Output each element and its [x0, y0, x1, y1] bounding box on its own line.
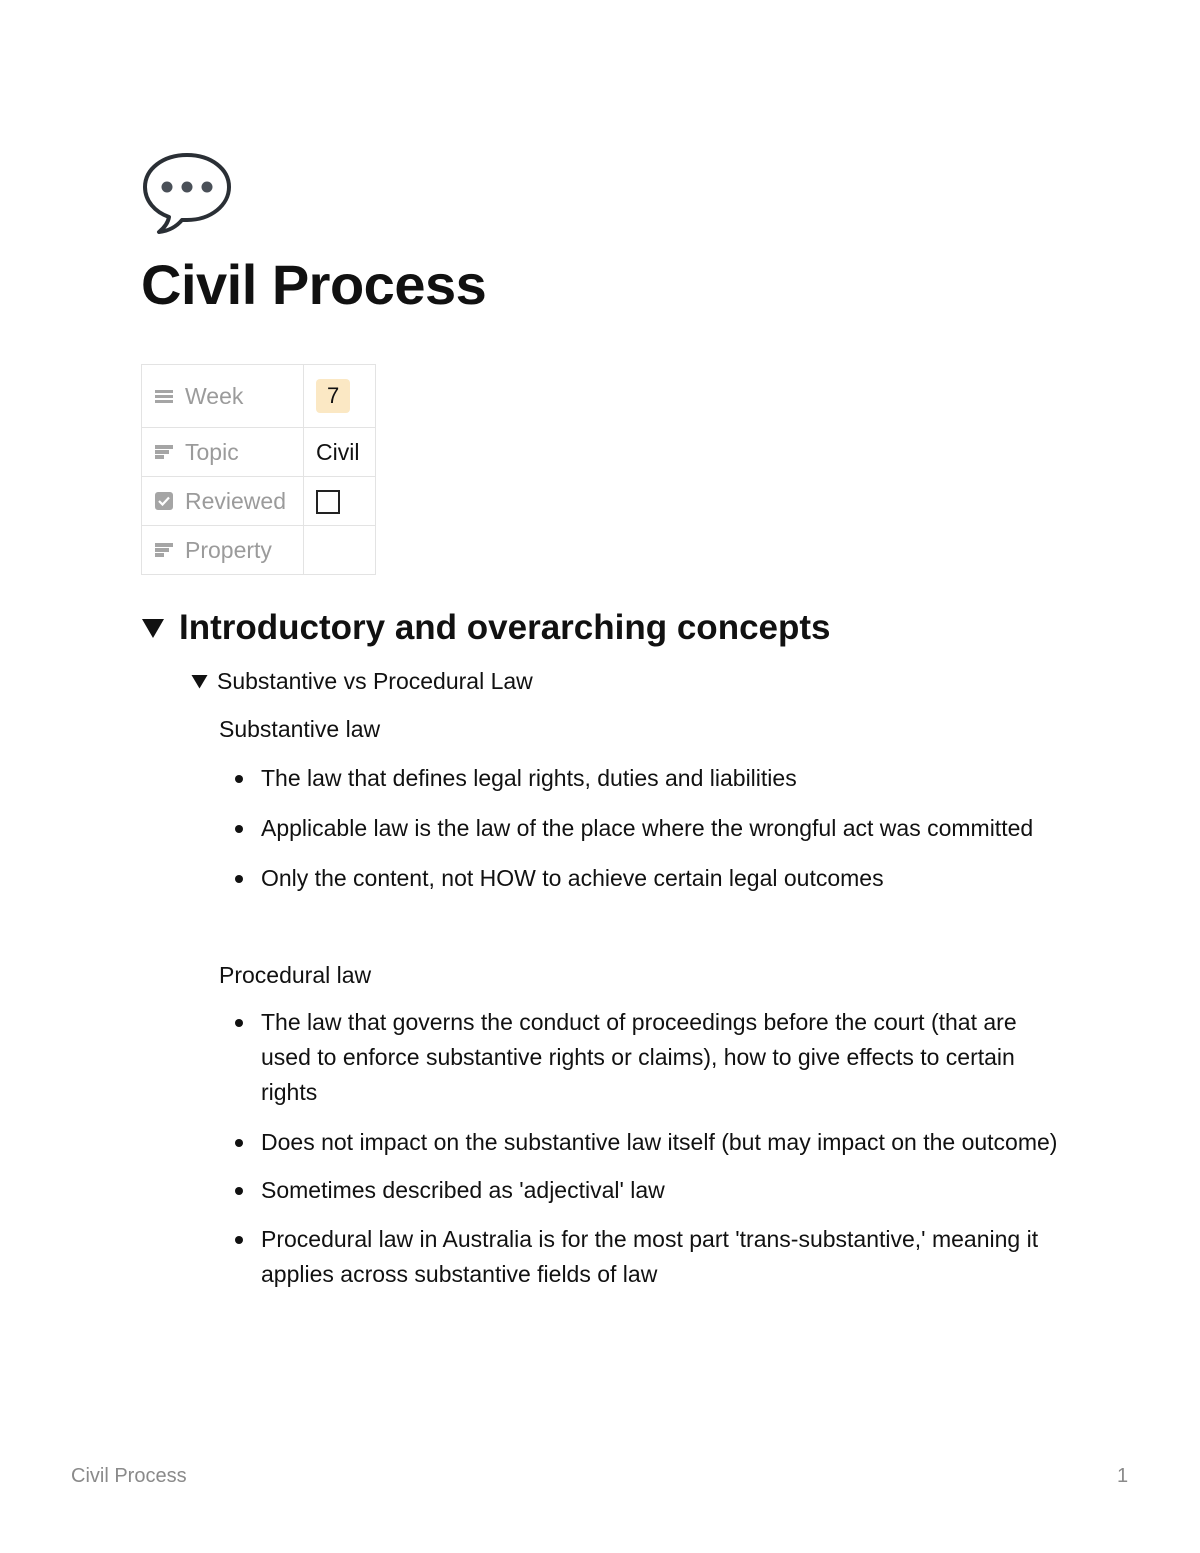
list-item: Does not impact on the substantive law itself (but may impact on the outcome)	[219, 1125, 1069, 1160]
reviewed-checkbox[interactable]	[316, 490, 340, 514]
page-title: Civil Process	[141, 253, 487, 316]
section-heading-text: Introductory and overarching concepts	[179, 608, 831, 647]
substantive-law-label: Substantive law	[219, 716, 381, 742]
property-value-cell[interactable]	[304, 526, 376, 575]
list-item: The law that governs the conduct of proceedings before the court (that are used to enforce substantive rights or claims), how to give effects to certain rights	[219, 1005, 1069, 1110]
number-property-icon	[154, 387, 174, 405]
property-key-label: Topic	[185, 438, 239, 465]
list-item: Only the content, not HOW to achieve certain legal outcomes	[219, 861, 1069, 896]
week-value-badge: 7	[316, 379, 350, 413]
topic-value: Civil	[316, 438, 360, 465]
list-item: Sometimes described as 'adjectival' law	[219, 1173, 1069, 1208]
property-key-cell[interactable]	[142, 477, 304, 526]
property-value-cell	[304, 477, 376, 526]
property-key-cell[interactable]	[142, 428, 304, 477]
property-key-cell[interactable]	[142, 526, 304, 575]
property-value-cell[interactable]	[304, 365, 376, 428]
checkbox-property-icon	[154, 491, 174, 511]
property-row-topic	[142, 428, 376, 477]
subsection-toggle-label: Substantive vs Procedural Law	[217, 668, 533, 694]
property-value-cell[interactable]	[304, 428, 376, 477]
footer-title: Civil Process	[71, 1465, 187, 1487]
property-key-label: Reviewed	[185, 487, 286, 514]
toggle-triangle-down-icon[interactable]	[141, 617, 165, 639]
list-item: Applicable law is the law of the place where the wrongful act was committed	[219, 811, 1069, 846]
properties-table	[141, 364, 376, 575]
property-row-week	[142, 365, 376, 428]
property-row-property	[142, 526, 376, 575]
text-property-icon	[154, 443, 174, 461]
property-key-label: Week	[185, 382, 244, 409]
footer-page-number: 1	[1117, 1465, 1129, 1487]
toggle-triangle-down-icon[interactable]	[191, 674, 208, 689]
procedural-law-label: Procedural law	[219, 962, 372, 988]
list-item: The law that defines legal rights, duties and liabilities	[219, 761, 1069, 796]
speech-balloon-icon	[142, 150, 232, 236]
procedural-law-list	[219, 1005, 1069, 1292]
property-key-label: Property	[185, 536, 272, 563]
substantive-law-list	[219, 761, 1069, 896]
subsection-toggle[interactable]	[191, 668, 533, 695]
property-row-reviewed	[142, 477, 376, 526]
property-key-cell[interactable]	[142, 365, 304, 428]
list-item: Procedural law in Australia is for the most part 'trans-substantive,' meaning it applies across substantive fields of law	[219, 1222, 1069, 1292]
section-heading-toggle[interactable]	[141, 608, 831, 648]
text-property-icon	[154, 541, 174, 559]
